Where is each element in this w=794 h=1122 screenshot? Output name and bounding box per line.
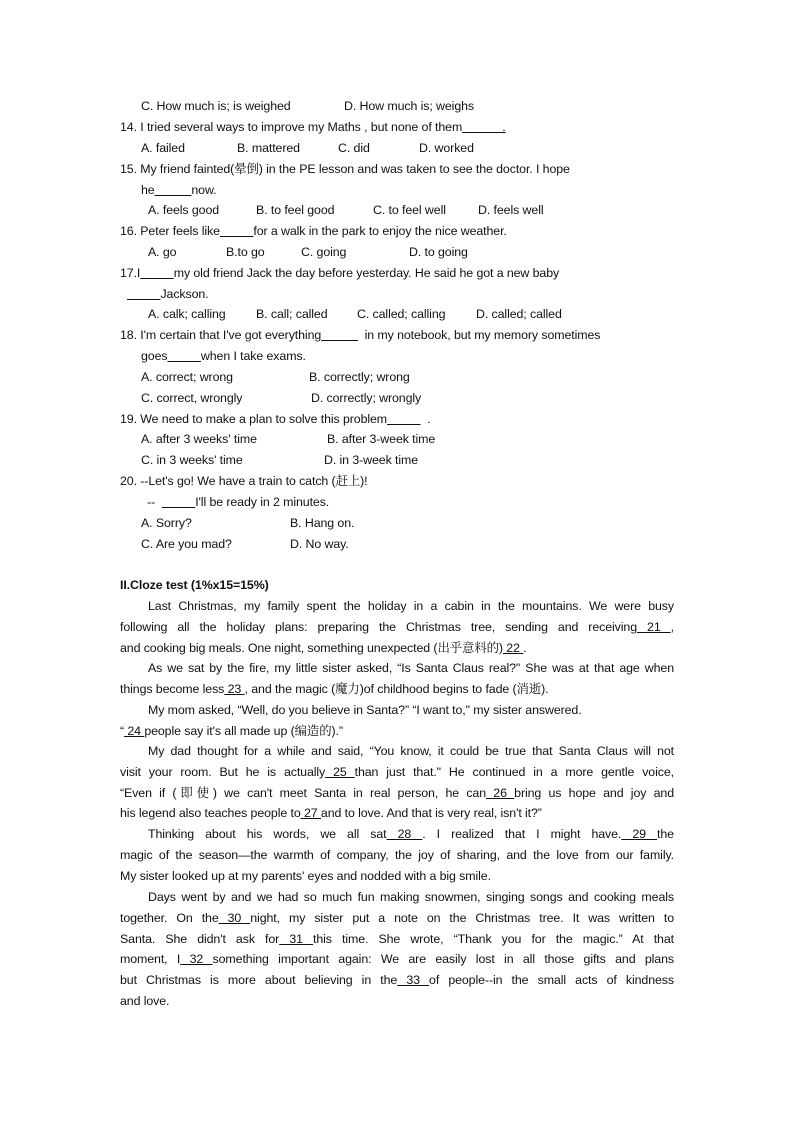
blank-21: 21 [637,619,671,634]
q14-option-a: A. failed [141,141,185,155]
q17-blank-2 [127,287,160,301]
q19-blank [387,412,420,426]
q16-option-b: B.to go [226,245,265,259]
section-heading: II.Cloze test (1%x15=15%) [120,578,269,592]
q17-option-a: A. calk; calling [148,307,226,321]
q15-option-a: A. feels good [148,203,220,217]
question-18: 18. I'm certain that I've got everything in my notebook, but my memory sometimes [120,328,601,342]
q20-option-d: D. No way. [290,537,349,551]
q15-option-d: D. feels well [478,203,544,217]
q18-option-d: D. correctly; wrongly [311,391,422,405]
q20-option-a: A. Sorry? [141,516,192,530]
q15-option-b: B. to feel good [256,203,335,217]
q16-blank [220,224,253,238]
cloze-paragraph-1: Last Christmas, my family spent the holiday in a cabin in the mountains. We were busy following all the holiday plans: preparing the Christmas tree, sending and receiving 21 , and cooking big meals. One night, something unexpected (出乎意料的) 22 . [120,599,674,655]
cloze-paragraph-5: Thinking about his words, we all sat 28 . I realized that I might have. 29 the magic of the season—the warmth of company, the joy of sharing, and the love from our family. My sister looked up at my parents' eyes and nodded with a big smile. [120,827,674,883]
q15-option-c: C. to feel well [373,203,446,217]
q19-option-d: D. in 3-week time [324,453,419,467]
q17-blank-1 [140,266,173,280]
q14-blank: . [462,120,506,134]
q18-option-c: C. correct, wrongly [141,391,243,405]
question-17-line2: Jackson. [127,284,209,305]
q20-blank [162,495,195,509]
blank-27: 27 [300,806,321,821]
blank-30: 30 [218,910,251,925]
question-14 [120,117,506,138]
cloze-paragraph-2: As we sat by the fire, my little sister asked, “Is Santa Claus real?" She was at that age when things become less 23 , and the magic (魔力)of childhood begins to fade (消逝). [120,661,674,696]
blank-31: 31 [279,931,314,946]
question-19: 19. We need to make a plan to solve this problem . [120,412,431,426]
question-15-line2: he now. [141,183,217,197]
q19-option-c: C. in 3 weeks' time [141,453,243,467]
question-15: 15. My friend fainted(晕倒) in the PE lesson and was taken to see the doctor. I hope [120,162,570,176]
q13-option-d: D. How much is; weighs [344,99,475,113]
q13-option-c: C. How much is; is weighed [141,99,291,113]
q14-text: 14. I tried several ways to improve my Maths , but none of them [120,120,463,134]
q14-option-c: C. did [338,141,370,155]
q17-option-d: D. called; called [476,307,562,321]
q18-option-a: A. correct; wrong [141,370,233,384]
q18-option-b: B. correctly; wrong [309,370,410,384]
question-18-line2: goes when I take exams. [141,349,306,363]
q14-option-b: B. mattered [237,141,300,155]
blank-22: 22 [502,640,524,655]
cloze-paragraph-3: My mom asked, “Well, do you believe in Santa?” “I want to," my sister answered. “ 24 people say it's all made up (编造的).” [120,703,582,738]
q16-option-c: C. going [301,245,347,259]
q18-blank-1 [321,328,358,342]
q16-option-d: D. to going [409,245,468,259]
question-16: 16. Peter feels like for a walk in the park to enjoy the nice weather. [120,224,507,238]
q14-option-d: D. worked [419,141,474,155]
blank-26: 26 [486,785,515,800]
q18-blank-2 [167,349,200,363]
q20-option-c: C. Are you mad? [141,537,232,551]
blank-24: 24 [124,723,145,738]
blank-29: 29 [621,827,658,841]
question-20: 20. --Let's go! We have a train to catch (赶上)! [120,474,368,488]
cloze-paragraph-4: My dad thought for a while and said, “You know, it could be true that Santa Claus will not visit your room. But he is actually 25 than just that." He continued in a more gentle voice, “Even if (即使) we can't meet Santa in real person, he can 26 bring us hope and joy and his legend also teaches people to 27 and to love. And that is very real, isn't it?” [120,744,674,821]
q17-option-c: C. called; calling [357,307,446,321]
question-20-line2: -- I'll be ready in 2 minutes. [147,495,330,509]
q20-option-b: B. Hang on. [290,516,355,530]
blank-28: 28 [386,827,423,841]
q16-option-a: A. go [148,245,177,259]
question-17: 17.I my old friend Jack the day before yesterday. He said he got a new baby [120,266,560,280]
blank-32: 32 [180,952,213,967]
q19-option-a: A. after 3 weeks' time [141,432,257,446]
q17-option-b: B. call; called [256,307,328,321]
q19-option-b: B. after 3-week time [327,432,436,446]
blank-23: 23 [224,681,245,696]
blank-33: 33 [397,973,430,988]
blank-25: 25 [325,764,355,779]
cloze-paragraph-6: Days went by and we had so much fun making snowmen, singing songs and cooking meals together. On the 30 night, my sister put a note on the Christmas tree. It was written to Santa. She didn't ask for 31 this time. She wrote, “Thank you for the magic.” At that moment, I 32 something important again: We are easily lost in all those gifts and plans but Christmas is more about believing in the 33 of people--in the small acts of kindness and love. [120,890,674,1008]
q15-blank [155,183,192,197]
